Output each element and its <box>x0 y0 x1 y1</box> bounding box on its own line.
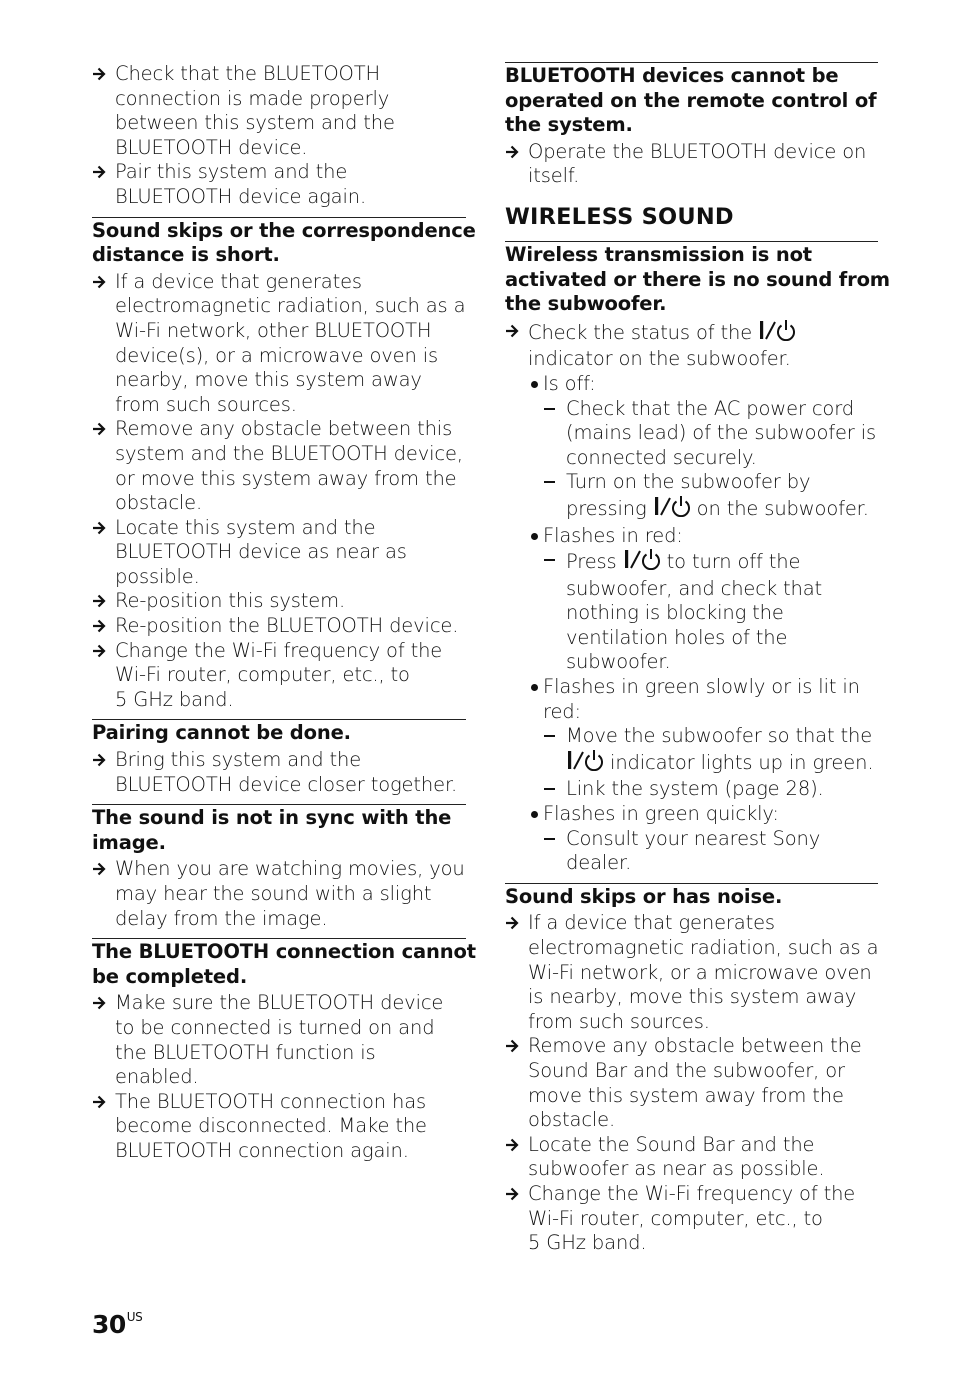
dash-line: connected securely. <box>566 445 757 469</box>
bullet-dot-icon <box>531 684 538 691</box>
troubleshoot-bullet <box>92 589 466 614</box>
troubleshoot-bullet <box>92 160 466 209</box>
heading-line: distance is short. <box>92 243 280 267</box>
arrow-icon <box>505 1037 519 1055</box>
section-heading <box>505 64 878 138</box>
troubleshoot-bullet <box>505 911 878 1034</box>
bullet-line: connection is made properly <box>115 86 390 110</box>
dash-item <box>505 827 878 876</box>
bullet-line <box>528 319 878 348</box>
bullet-line: is nearby, move this system away <box>528 985 857 1009</box>
bullet-line: Re-position this system. <box>115 589 346 613</box>
dash-line: (mains lead) of the subwoofer is <box>566 421 876 445</box>
dash-text: pressing <box>566 496 653 520</box>
arrow-icon <box>92 751 106 769</box>
section-heading <box>505 885 878 910</box>
troubleshoot-bullet <box>92 748 466 797</box>
dash-line: dealer. <box>566 851 632 875</box>
section-bluetooth-remote <box>505 62 878 189</box>
dash-line: Link the system (page 28). <box>566 777 824 801</box>
bullet-line: move this system away from the <box>528 1083 844 1107</box>
arrow-icon <box>92 273 106 291</box>
dash-line <box>566 548 878 577</box>
troubleshoot-bullet <box>92 991 466 1089</box>
arrow-icon <box>505 1136 519 1154</box>
power-standby-icon <box>566 749 604 778</box>
bullet-line: device(s), or a microwave oven is <box>115 343 439 367</box>
dash-text: Press <box>566 550 623 574</box>
dash-line: Check that the AC power cord <box>566 396 854 420</box>
bullet-dot-icon <box>531 811 538 818</box>
page-number-value: 30 <box>92 1310 126 1339</box>
dash-item <box>505 397 878 471</box>
dash-text: indicator lights up in green. <box>604 750 874 774</box>
dash-icon <box>544 838 555 840</box>
troubleshoot-bullet <box>92 516 466 590</box>
troubleshoot-bullet <box>92 639 466 713</box>
arrow-icon <box>92 1093 106 1111</box>
left-sections <box>92 217 476 1164</box>
troubleshoot-section <box>92 217 476 713</box>
status-label: Flashes in green quickly: <box>543 802 779 826</box>
page-region: US <box>126 1310 143 1324</box>
dash-icon <box>544 788 555 790</box>
bullet-line: electromagnetic radiation, such as a <box>528 936 879 959</box>
heading-line: Sound skips or has noise. <box>505 884 783 908</box>
bullet-line: possible. <box>115 564 200 588</box>
bullet-line: Wi-Fi router, computer, etc., to <box>528 1206 823 1230</box>
arrow-icon <box>505 322 519 340</box>
bullet-dot-icon <box>531 381 538 388</box>
bullet-line: electromagnetic radiation, such as a <box>115 294 466 318</box>
bullet-line: from such sources. <box>115 392 297 416</box>
bullet-line: or move this system away from the <box>115 466 457 490</box>
section-title-wireless-sound: WIRELESS SOUND <box>505 203 734 230</box>
status-item-flashes-red <box>505 524 878 549</box>
heading-line: BLUETOOTH devices cannot be <box>505 64 839 87</box>
bullet-line: Wi-Fi router, computer, etc., to <box>115 663 410 687</box>
dash-item <box>505 777 878 802</box>
arrow-icon <box>92 420 106 438</box>
bullet-line: 5 GHz band. <box>115 687 234 711</box>
heading-line: Sound skips or the correspondence <box>92 218 476 242</box>
bullet-line: Remove any obstacle between the <box>528 1034 862 1058</box>
bullet-line: Locate this system and the <box>115 515 376 539</box>
bullet-line: Change the Wi-Fi frequency of the <box>115 638 443 662</box>
heading-line: operated on the remote control of <box>505 88 877 112</box>
status-label: Flashes in red: <box>543 523 683 547</box>
page-number <box>92 1310 142 1339</box>
bullet-line: may hear the sound with a slight <box>115 882 432 905</box>
heading-line: The sound is not in sync with the <box>92 806 452 830</box>
bullet-line: BLUETOOTH device closer together. <box>115 772 458 796</box>
left-column <box>92 62 476 1164</box>
dash-line <box>566 495 878 524</box>
troubleshoot-bullet <box>505 1182 878 1256</box>
bullet-line: subwoofer as near as possible. <box>528 1157 825 1181</box>
bullet-line: obstacle. <box>115 491 203 515</box>
bullet-line: become disconnected. Make the <box>115 1114 427 1138</box>
bullet-line: Wi-Fi network, other BLUETOOTH <box>115 318 432 342</box>
arrow-icon <box>505 1185 519 1203</box>
arrow-icon <box>92 163 106 181</box>
section-heading <box>92 806 466 855</box>
intro-bullet-list <box>92 62 466 210</box>
dash-icon <box>544 559 555 561</box>
bullet-line: When you are watching movies, you <box>115 857 465 881</box>
status-label: Flashes in green slowly or is lit in <box>543 675 860 699</box>
bullet-line: 5 GHz band. <box>528 1231 647 1255</box>
bullet-line: indicator on the subwoofer. <box>528 347 791 371</box>
heading-line: the system. <box>505 113 633 137</box>
troubleshoot-section <box>92 938 476 1163</box>
arrow-icon <box>92 519 106 537</box>
bullet-line: delay from the image. <box>115 906 328 930</box>
bullet-line: Wi-Fi network, or a microwave oven <box>528 960 872 984</box>
status-item-off <box>505 372 878 397</box>
bullet-line: Bring this system and the <box>115 748 362 772</box>
dash-text: on the subwoofer. <box>690 496 869 520</box>
section-wireless-transmission <box>505 242 890 876</box>
troubleshoot-bullet <box>92 417 466 515</box>
bullet-line: BLUETOOTH device as near as <box>115 540 407 564</box>
bullet-line: Make sure the BLUETOOTH device <box>115 991 444 1015</box>
dash-item <box>505 724 878 777</box>
arrow-icon <box>92 592 106 610</box>
right-column <box>505 62 890 1256</box>
status-label: Is off: <box>543 371 596 395</box>
bullet-line: obstacle. <box>528 1108 616 1132</box>
dash-line: subwoofer, and check that <box>566 576 823 600</box>
bullet-line: between this system and the <box>115 111 395 135</box>
heading-line: Wireless transmission is not <box>505 242 812 266</box>
bullet-line: If a device that generates <box>528 911 775 935</box>
dash-icon <box>544 481 555 483</box>
dash-line: Turn on the subwoofer by <box>566 470 811 494</box>
heading-line: activated or there is no sound from <box>505 267 890 291</box>
arrow-icon <box>505 143 519 161</box>
bullet-line: BLUETOOTH device. <box>115 135 308 159</box>
troubleshoot-bullet <box>505 1133 878 1182</box>
bullet-line: the BLUETOOTH function is <box>115 1040 376 1064</box>
arrow-icon <box>92 65 106 83</box>
dash-icon <box>544 735 555 737</box>
bullet-line: Re-position the BLUETOOTH device. <box>115 614 459 638</box>
bullet-text: Check the status of the <box>528 320 759 344</box>
bullet-line: nearby, move this system away <box>115 368 422 392</box>
troubleshoot-section <box>92 719 466 797</box>
bullet-line: If a device that generates <box>115 269 362 293</box>
troubleshoot-bullet <box>505 1034 878 1132</box>
heading-line: Pairing cannot be done. <box>92 721 351 745</box>
dash-item <box>505 470 878 523</box>
bullet-line: Remove any obstacle between this <box>115 417 453 441</box>
bullet-line: system and the BLUETOOTH device, <box>115 441 463 465</box>
bullet-line: Locate the Sound Bar and the <box>528 1132 815 1156</box>
bullet-line: from such sources. <box>528 1009 710 1033</box>
bullet-line: BLUETOOTH connection again. <box>115 1138 409 1162</box>
arrow-icon <box>92 642 106 660</box>
heading-line: image. <box>92 830 166 854</box>
bullet-line: Change the Wi-Fi frequency of the <box>528 1181 856 1205</box>
bullet-dot-icon <box>531 533 538 540</box>
power-standby-icon <box>758 319 796 348</box>
status-item-flashes-green-quickly <box>505 802 878 827</box>
section-heading <box>92 721 466 746</box>
section-heading <box>92 218 476 268</box>
dash-line: ventilation holes of the <box>566 625 788 649</box>
troubleshoot-bullet <box>505 319 878 372</box>
heading-line: the subwoofer. <box>505 292 667 316</box>
bullet-line: itself. <box>528 164 580 188</box>
dash-line: Consult your nearest Sony <box>566 826 821 850</box>
troubleshoot-bullet <box>92 62 466 160</box>
arrow-icon <box>92 994 106 1012</box>
troubleshoot-bullet <box>92 614 466 639</box>
status-label: red: <box>543 699 581 723</box>
bullet-line: The BLUETOOTH connection has <box>115 1089 427 1113</box>
section-sound-noise <box>505 883 878 1256</box>
section-heading <box>92 940 476 989</box>
power-standby-icon <box>623 548 661 577</box>
troubleshoot-section <box>92 804 466 931</box>
troubleshoot-bullet <box>92 1090 466 1164</box>
dash-item <box>505 548 878 675</box>
bullet-line: BLUETOOTH device again. <box>115 184 367 208</box>
arrow-icon <box>505 914 519 932</box>
dash-line: nothing is blocking the <box>566 601 784 625</box>
heading-line: The BLUETOOTH connection cannot <box>92 940 476 964</box>
dash-line: subwoofer. <box>566 650 671 674</box>
troubleshoot-bullet <box>92 857 466 931</box>
bullet-line: Operate the BLUETOOTH device on <box>528 139 867 163</box>
bullet-line: Check that the BLUETOOTH <box>115 62 381 85</box>
dash-icon <box>544 408 555 410</box>
bullet-line: Pair this system and the <box>115 160 348 184</box>
arrow-icon <box>92 617 106 635</box>
troubleshoot-bullet <box>92 270 466 418</box>
section-heading <box>505 242 890 317</box>
status-item-flashes-green-slowly <box>505 675 878 724</box>
dash-line: Move the subwoofer so that the <box>566 724 873 748</box>
dash-text: to turn off the <box>660 550 801 574</box>
bullet-line: Sound Bar and the subwoofer, or <box>528 1058 845 1082</box>
bullet-line: to be connected is turned on and <box>115 1015 435 1039</box>
power-standby-icon <box>653 495 691 524</box>
heading-line: be completed. <box>92 964 248 988</box>
bullet-line: enabled. <box>115 1065 199 1089</box>
dash-line <box>566 749 878 778</box>
arrow-icon <box>92 860 106 878</box>
troubleshoot-bullet <box>505 140 878 189</box>
